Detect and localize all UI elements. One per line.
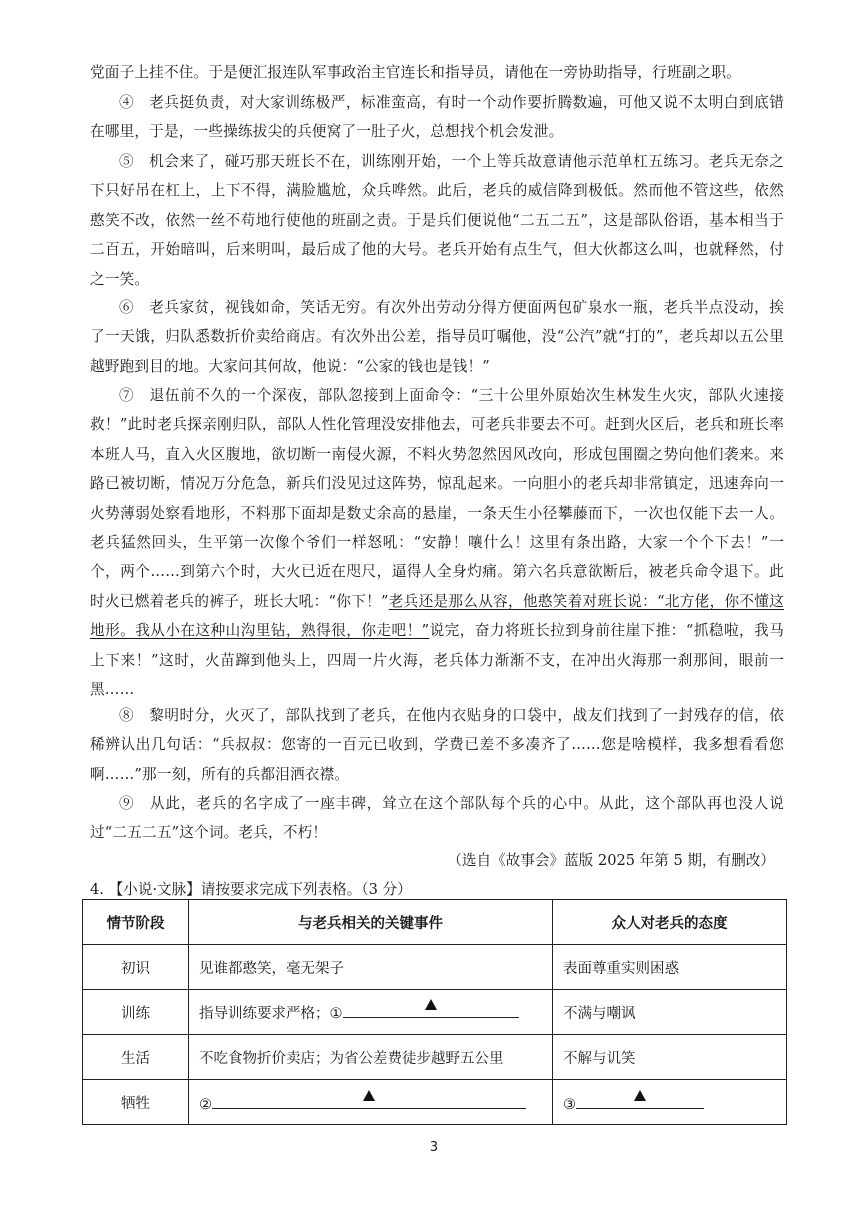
triangle-icon (363, 1090, 375, 1101)
paragraph-continued: 党面子上挂不住。于是便汇报连队军事政治主官连长和指导员，请他在一旁协助指导，行班副之职。 (90, 64, 741, 81)
cell-event-text: ② (199, 1096, 212, 1113)
answer-blank-1[interactable] (343, 1001, 519, 1018)
page-number: 3 (429, 1140, 439, 1155)
cell-event-text: 指导训练要求严格；① (199, 1006, 343, 1022)
cell-event (189, 990, 553, 1035)
header-event: 与老兵相关的关键事件 (189, 900, 553, 945)
answer-blank-3[interactable] (576, 1092, 704, 1109)
table-row (83, 1035, 787, 1080)
table-header-row (83, 900, 787, 945)
table-row (83, 1080, 787, 1125)
paragraph-4: ④ 老兵挺负责，对大家训练极严，标准蛮高，有时一个动作要折腾数遍，可他又说不太明白到底错在哪里，于是，一些操练拔尖的兵便窝了一肚子火，总想找个机会发泄。 (90, 94, 784, 141)
header-attitude: 众人对老兵的态度 (553, 900, 787, 945)
cell-attitude-text: ③ (563, 1096, 576, 1113)
answer-table (82, 899, 787, 1125)
cell-stage: 训练 (83, 990, 189, 1035)
table-row (83, 990, 787, 1035)
paragraph-7-text-b: 说完，奋力将班长拉到身前往崖下推：“抓稳啦，我马上下来！”这时，火苗蹿到他头上，四周一片火海，老兵体力渐渐不支，在冲出火海那一刹那间，眼前一黑…… (90, 622, 784, 699)
paragraph-7-underlined: 老兵还是那么从容，他憨笑着对班长说：“北方佬，你不懂这地形。我从小在这种山沟里钻，熟得很，你走吧！” (90, 592, 784, 640)
triangle-icon (425, 999, 437, 1010)
cell-stage: 生活 (83, 1035, 189, 1080)
cell-attitude (553, 1080, 787, 1125)
paragraph-8: ⑧ 黎明时分，火灭了，部队找到了老兵，在他内衣贴身的口袋中，战友们找到了一封残存的信，依稀辨认出几句话：“兵叔叔：您寄的一百元已收到，学费已差不多凑齐了……您是啥模样，我多想看看您啊……”那一刻，所有的兵都泪洒衣襟。 (90, 707, 784, 783)
header-stage: 情节阶段 (83, 900, 189, 945)
paragraph-7-text-a: ⑦ 退伍前不久的一个深夜，部队忽接到上面命令：“三十公里外原始次生林发生火灾，部队火速接救！”此时老兵探亲刚归队，部队人性化管理没安排他去，可老兵非要去不可。赶到火区后，老兵和班长率本班人马，直入火区腹地，欲切断一南侵火源，不料火势忽然因风改向，形成包围圈之势向他们袭来。来路已被切断，情况万分危急，新兵们没见过这阵势，惊乱起来。一向胆小的老兵却非常镇定，迅速奔向一火势薄弱处察看地形，不料那下面却是数丈余高的悬崖，一条天生小径攀藤而下，一次也仅能下去一人。老兵猛然回头，生平第一次像个爷们一样怒吼：“安静！嚷什么！这里有条出路，大家一个个下去！”一个，两个……到第六个时，大火已近在咫尺，逼得人全身灼痛。第六名兵意欲断后，被老兵命令退下。此时火已燃着老兵的裤子，班长大吼：“你下！” (90, 387, 784, 610)
question-title: 4. 【小说·文脉】请按要求完成下列表格。（3 分） (90, 881, 412, 898)
answer-blank-2[interactable] (212, 1092, 526, 1109)
paragraph-5: ⑤ 机会来了，碰巧那天班长不在，训练刚开始，一个上等兵故意请他示范单杠五练习。老兵无奈之下只好吊在杠上，上下不得，满脸尴尬，众兵哗然。此后，老兵的威信降到极低。然而他不管这些，依然憨笑不改，依然一丝不苟地行使他的班副之责。于是兵们便说他“二五二五”，这是部队俗语，基本相当于二百五，开始暗叫，后来明叫，最后成了他的大号。老兵开始有点生气，但大伙都这么叫，也就释然，付之一笑。 (90, 153, 784, 288)
cell-event: 见谁都憨笑，毫无架子 (189, 945, 553, 990)
cell-stage: 初识 (83, 945, 189, 990)
cell-attitude: 不满与嘲讽 (553, 990, 787, 1035)
table-row (83, 945, 787, 990)
paragraph-6: ⑥ 老兵家贫，视钱如命，笑话无穷。有次外出劳动分得方便面两包矿泉水一瓶，老兵半点没动，挨了一天饿，归队悉数折价卖给商店。有次外出公差，指导员叮嘱他，没“公汽”就“打的”，老兵却以五公里越野跑到目的地。大家问其何故，他说：“公家的钱也是钱！” (90, 299, 784, 375)
source-citation: （选自《故事会》蓝版 2025 年第 5 期，有删改） (447, 852, 775, 869)
triangle-icon (634, 1090, 646, 1101)
cell-attitude: 不解与讥笑 (553, 1035, 787, 1080)
cell-stage: 牺牲 (83, 1080, 189, 1125)
cell-attitude: 表面尊重实则困惑 (553, 945, 787, 990)
cell-event: 不吃食物折价卖店；为省公差费徒步越野五公里 (189, 1035, 553, 1080)
cell-event (189, 1080, 553, 1125)
paragraph-7 (90, 381, 784, 704)
paragraph-9: ⑨ 从此，老兵的名字成了一座丰碑，耸立在这个部队每个兵的心中。从此，这个部队再也没人说过“二五二五”这个词。老兵，不朽！ (90, 795, 784, 842)
